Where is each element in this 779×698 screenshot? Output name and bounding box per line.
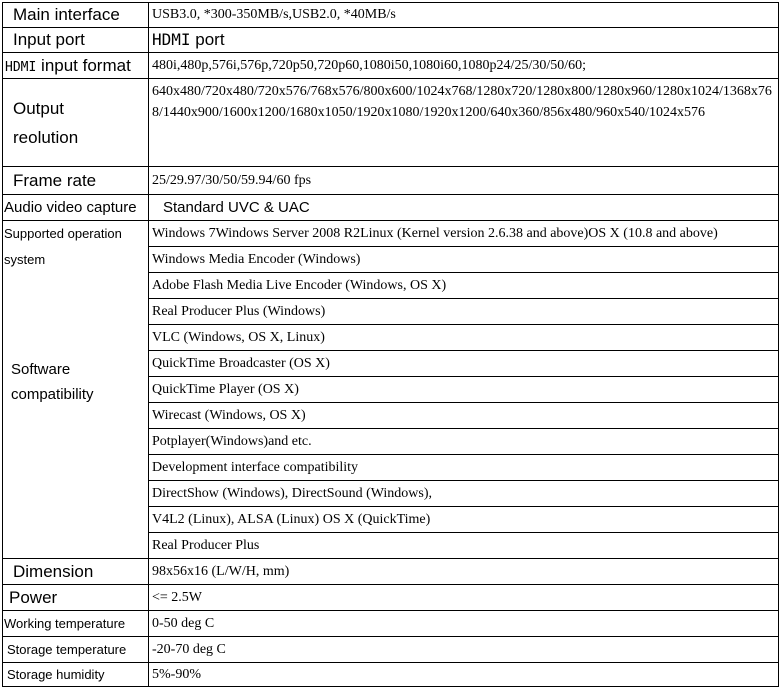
table-row (3, 637, 779, 663)
table-row (3, 611, 779, 637)
input-format-value: 480i,480p,576i,576p,720p50,720p60,1080i50,1080i60,1080p24/25/30/50/60; (149, 53, 779, 79)
input-port-value (149, 28, 779, 53)
software-item: Wirecast (Windows, OS X) (149, 403, 779, 429)
software-label (3, 273, 148, 407)
output-resolution-label-line1: Output (13, 98, 65, 118)
software-item: Development interface compatibility (149, 455, 779, 481)
storage-temp-label: Storage temperature (3, 637, 149, 663)
software-item: Potplayer(Windows)and etc. (149, 429, 779, 455)
frame-rate-value: 25/29.97/30/50/59.94/60 fps (149, 167, 779, 195)
input-port-value-prefix: HDMI (152, 30, 191, 49)
frame-rate-label: Frame rate (3, 167, 149, 195)
input-port-label: Input port (3, 28, 149, 53)
working-temp-value: 0-50 deg C (149, 611, 779, 637)
input-format-label-prefix: HDMI (5, 59, 37, 75)
table-row (3, 559, 779, 585)
supported-os-value: Windows 7Windows Server 2008 R2Linux (Kernel version 2.6.38 and above)OS X (10.8 and above) (149, 221, 779, 247)
power-label: Power (3, 585, 149, 611)
output-resolution-label (3, 79, 149, 167)
supported-os-label-line2: system (4, 251, 46, 267)
input-port-value-suffix: port (190, 30, 225, 49)
table-row (3, 585, 779, 611)
software-item: Adobe Flash Media Live Encoder (Windows, OS X) (149, 273, 779, 299)
software-item: VLC (Windows, OS X, Linux) (149, 325, 779, 351)
spec-table (2, 2, 779, 687)
software-label-line1: Software (11, 360, 71, 378)
software-item: QuickTime Broadcaster (OS X) (149, 351, 779, 377)
input-format-label-suffix: input format (36, 55, 131, 75)
software-item: V4L2 (Linux), ALSA (Linux) OS X (QuickTime) (149, 507, 779, 533)
software-label-cell (3, 247, 149, 559)
main-interface-label: Main interface (3, 3, 149, 28)
software-item: DirectShow (Windows), DirectSound (Windows), (149, 481, 779, 507)
audio-video-value: Standard UVC & UAC (149, 195, 779, 221)
dimension-label: Dimension (3, 559, 149, 585)
table-row (3, 3, 779, 28)
storage-humidity-value: 5%-90% (149, 663, 779, 687)
table-row (3, 221, 779, 247)
software-item: QuickTime Player (OS X) (149, 377, 779, 403)
output-resolution-label-line2: reolution (13, 127, 79, 147)
table-row (3, 79, 779, 167)
software-item: Real Producer Plus (149, 533, 779, 559)
table-row (3, 53, 779, 79)
table-row (3, 247, 779, 273)
storage-temp-value: -20-70 deg C (149, 637, 779, 663)
software-item: Windows Media Encoder (Windows) (149, 247, 779, 273)
main-interface-value: USB3.0, *300-350MB/s,USB2.0, *40MB/s (149, 3, 779, 28)
software-item: Real Producer Plus (Windows) (149, 299, 779, 325)
table-row (3, 663, 779, 687)
storage-humidity-label: Storage humidity (3, 663, 149, 687)
table-row (3, 167, 779, 195)
working-temp-label: Working temperature (3, 611, 149, 637)
supported-os-label-line1: Supported operation (3, 221, 149, 247)
table-row (3, 28, 779, 53)
output-resolution-value: 640x480/720x480/720x576/768x576/800x600/1024x768/1280x720/1280x800/1280x960/1280x1024/1368x768/1440x900/1600x1200/1680x1050/1920x1080/1920x1200/640x360/856x480/960x540/1024x576 (149, 79, 779, 167)
input-format-label (3, 53, 149, 79)
power-value: <= 2.5W (149, 585, 779, 611)
audio-video-label: Audio video capture (3, 195, 149, 221)
software-label-line2: compatibility (11, 385, 94, 403)
table-row (3, 195, 779, 221)
dimension-value: 98x56x16 (L/W/H, mm) (149, 559, 779, 585)
